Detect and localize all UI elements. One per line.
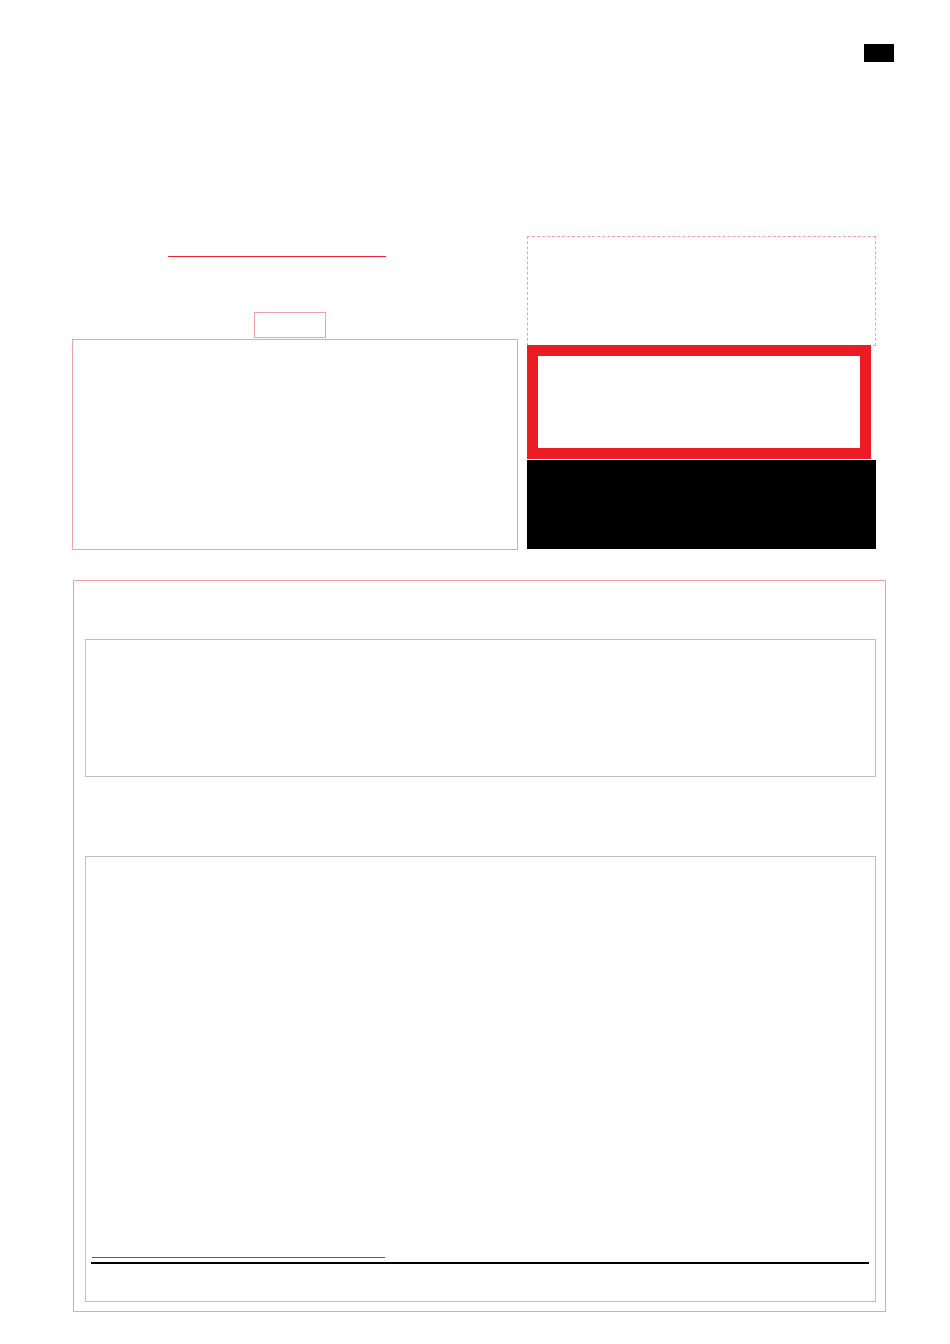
answer-line-short (92, 1257, 385, 1258)
name-field[interactable] (168, 256, 386, 257)
choice-grid (85, 639, 876, 777)
choice-column (350, 648, 367, 863)
red-frame-mark (527, 345, 871, 459)
choice-column (621, 648, 638, 824)
answer-area[interactable] (85, 856, 876, 1302)
page-number (864, 44, 894, 62)
notice-box (72, 339, 518, 550)
choice-column (92, 648, 109, 863)
section-end-line (91, 1262, 869, 1264)
barcode-area (527, 236, 876, 346)
black-block-mark (527, 460, 876, 549)
top-timing-marks (64, 45, 896, 61)
notice-title (254, 312, 326, 338)
